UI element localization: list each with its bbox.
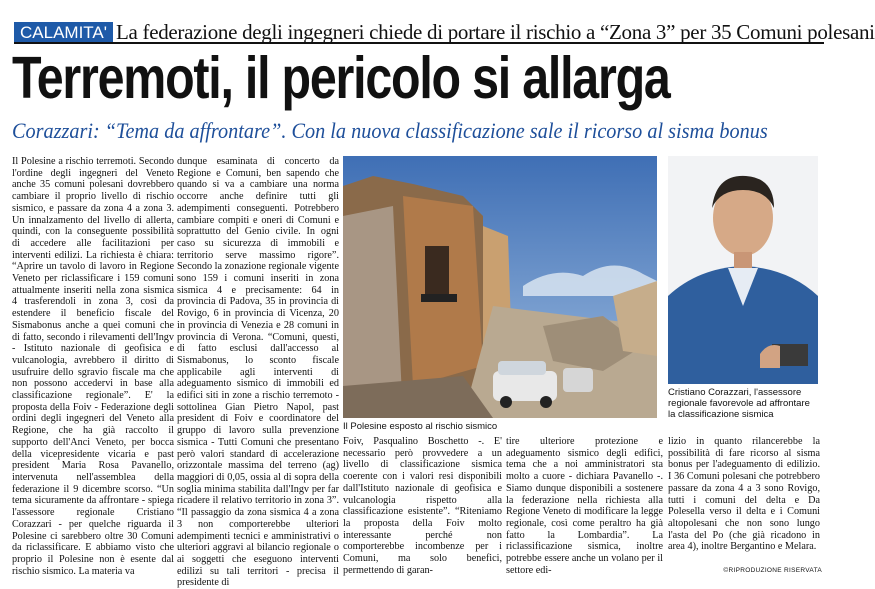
portrait-image [668,156,818,384]
subheadline: La federazione degli ingegneri chiede di portare il rischio a “Zona 3” per 35 Comuni polesani [116,20,875,44]
section-kicker: CALAMITA' [14,22,113,44]
copyright-credit: ©RIPRODUZIONE RISERVATA [723,567,822,574]
column-text: Foiv, Pasqualino Boschetto -. E' necessario però provvedere a un livello di classificazione sismica coerente con i valori resi disponibili dall'Istituto nazionale di geofisica e vulcanologia rispetto alla classificazione esistente”. “Riteniamo la proposta della Foiv molto interessante perché non comporterebbe incombenze per i Comuni, ma solo benefici, permettendo di garan- [343,436,502,576]
column-text: tire ulteriore protezione e adeguamento sismico degli edifici, tema che a noi amministratori sta molto a cuore - dichiara Pavanello -. Siamo dunque disponibili a sostenere la federazione nella richiesta alla Regione Veneto di modificare la legge regionale, così come peraltro ha già fatto la Lombardia”. La riclassificazione sismica, inoltre potrebbe essere anche un volano per il settore edi- [506,436,663,576]
column-text: lizio in quanto rilancerebbe la possibilità di fare ricorso al sisma bonus per l'adeguamento di edilizio. I 36 Comuni polesani che potrebbero passare da zona 4 a 3 sono Rovigo, tutti i comuni del delta e Da Polesella verso il delta e i Comuni altopolesani che non sono lungo l'asta del Po (che già ricadono in area 4), inoltre Bergantino e Melara. [668,436,820,553]
column-text: Il Polesine a rischio terremoti. Secondo l'ordine degli ingegneri del Veneto anche 35 comuni polesani dovrebbero cambiare il proprio livello di rischio sismico, e passare da zona 4 a zona 3. Un innalzamento del livello di allerta, quindi, con la conseguente possibilità di accedere alle facilitazioni per interventi edilizi. La richiesta è chiara: “Aprire un tavolo di lavoro in Regione Veneto per riclassificare i 159 comuni attualmente inseriti nella zona sismica 4 trasferendoli in zona 3, così da estendere il beneficio fiscale del Sismabonus anche a quei comuni che di fatto, secondo i rilevamenti dell'Ingv - Istituto nazionale di geofisica e vulcanologia, avrebbero il diritto di usufruire dello sgravio fiscale ma che non possono accedervi in base alla classificazione regionale”. E' la proposta della Foiv - Federazione degli ordini degli ingegneri del Veneto alla Regione, che ha già raccolto il supporto dell'Anci Veneto, per bocca della vicepresidente vicaria e past president Maria Rosa Pavanello, intervenuta nell'assemblea della federazione il 9 dicembre scorso. “Un tema sicuramente da affrontare - spiega l'assessore regionale Cristiano Corazzari - per quelche riguarda il Polesine ci sarebbero oltre 30 Comuni da riclassificare. E abbiamo visto che proprio il Polesine non è esente dal rischio sismico. La materia va [12,156,174,577]
column-text: dunque esaminata di concerto da Regione e Comuni, ben sapendo che quando si va a cambiare una norma occorre anche definire tutti gli adempimenti conseguenti. Potrebbero cambiare compiti e oneri di Comuni e soprattutto del Genio civile. In ogni caso su sicurezza di immobili e territorio serve massimo rigore”. Secondo la zonazione regionale vigente sono 159 i comuni inseriti in zona sismica 4 e precisamente: 64 in provincia di Padova, 35 in provincia di Rovigo, 6 in provincia di Vicenza, 20 in provincia di Venezia e 28 comuni in provincia di Verona. “Comuni, questi, di fatto esclusi dall'accesso al Sismabonus, lo sconto fiscale applicabile agli interventi di adeguamento sismico di immobili ed edifici siti in zone a rischio terremoto - sottolinea Gian Pietro Napol, past president di Foiv e coordinatore del gruppo di lavoro sulla prevenzione sismica - Tutti Comuni che presentano però valori standard di accelerazione orizzontale massima del terreno (ag) maggiori di 0,05, ossia al di sopra della soglia minima stabilita dall'Ingv per far ricadere il relativo territorio in zona 3”. “Il passaggio da zona sismica 4 a zona 3 non comporterebbe ulteriori adempimenti tecnici e amministrativi o ulteriori aggravi al bilancio regionale o ai soggetti che eseguono interventi edilizi su tali territori - precisa il presidente di [177,156,339,589]
article-column-3 [343,436,502,574]
headline: Terremoti, il pericolo si allarga [12,45,670,111]
earthquake-ruins-image [343,156,657,418]
deck: Corazzari: “Tema da affrontare”. Con la nuova classificazione sale il ricorso al sisma bonus [12,118,768,143]
article-column-1 [12,156,174,577]
article-column-4 [506,436,663,574]
main-photo-caption: Il Polesine esposto al rischio sismico [343,421,498,432]
article-column-2 [177,156,339,589]
article-column-5 [668,436,820,558]
side-photo-caption: Cristiano Corazzari, l'assessore regionale favorevole ad affrontare la classificazione sismica [668,387,810,420]
